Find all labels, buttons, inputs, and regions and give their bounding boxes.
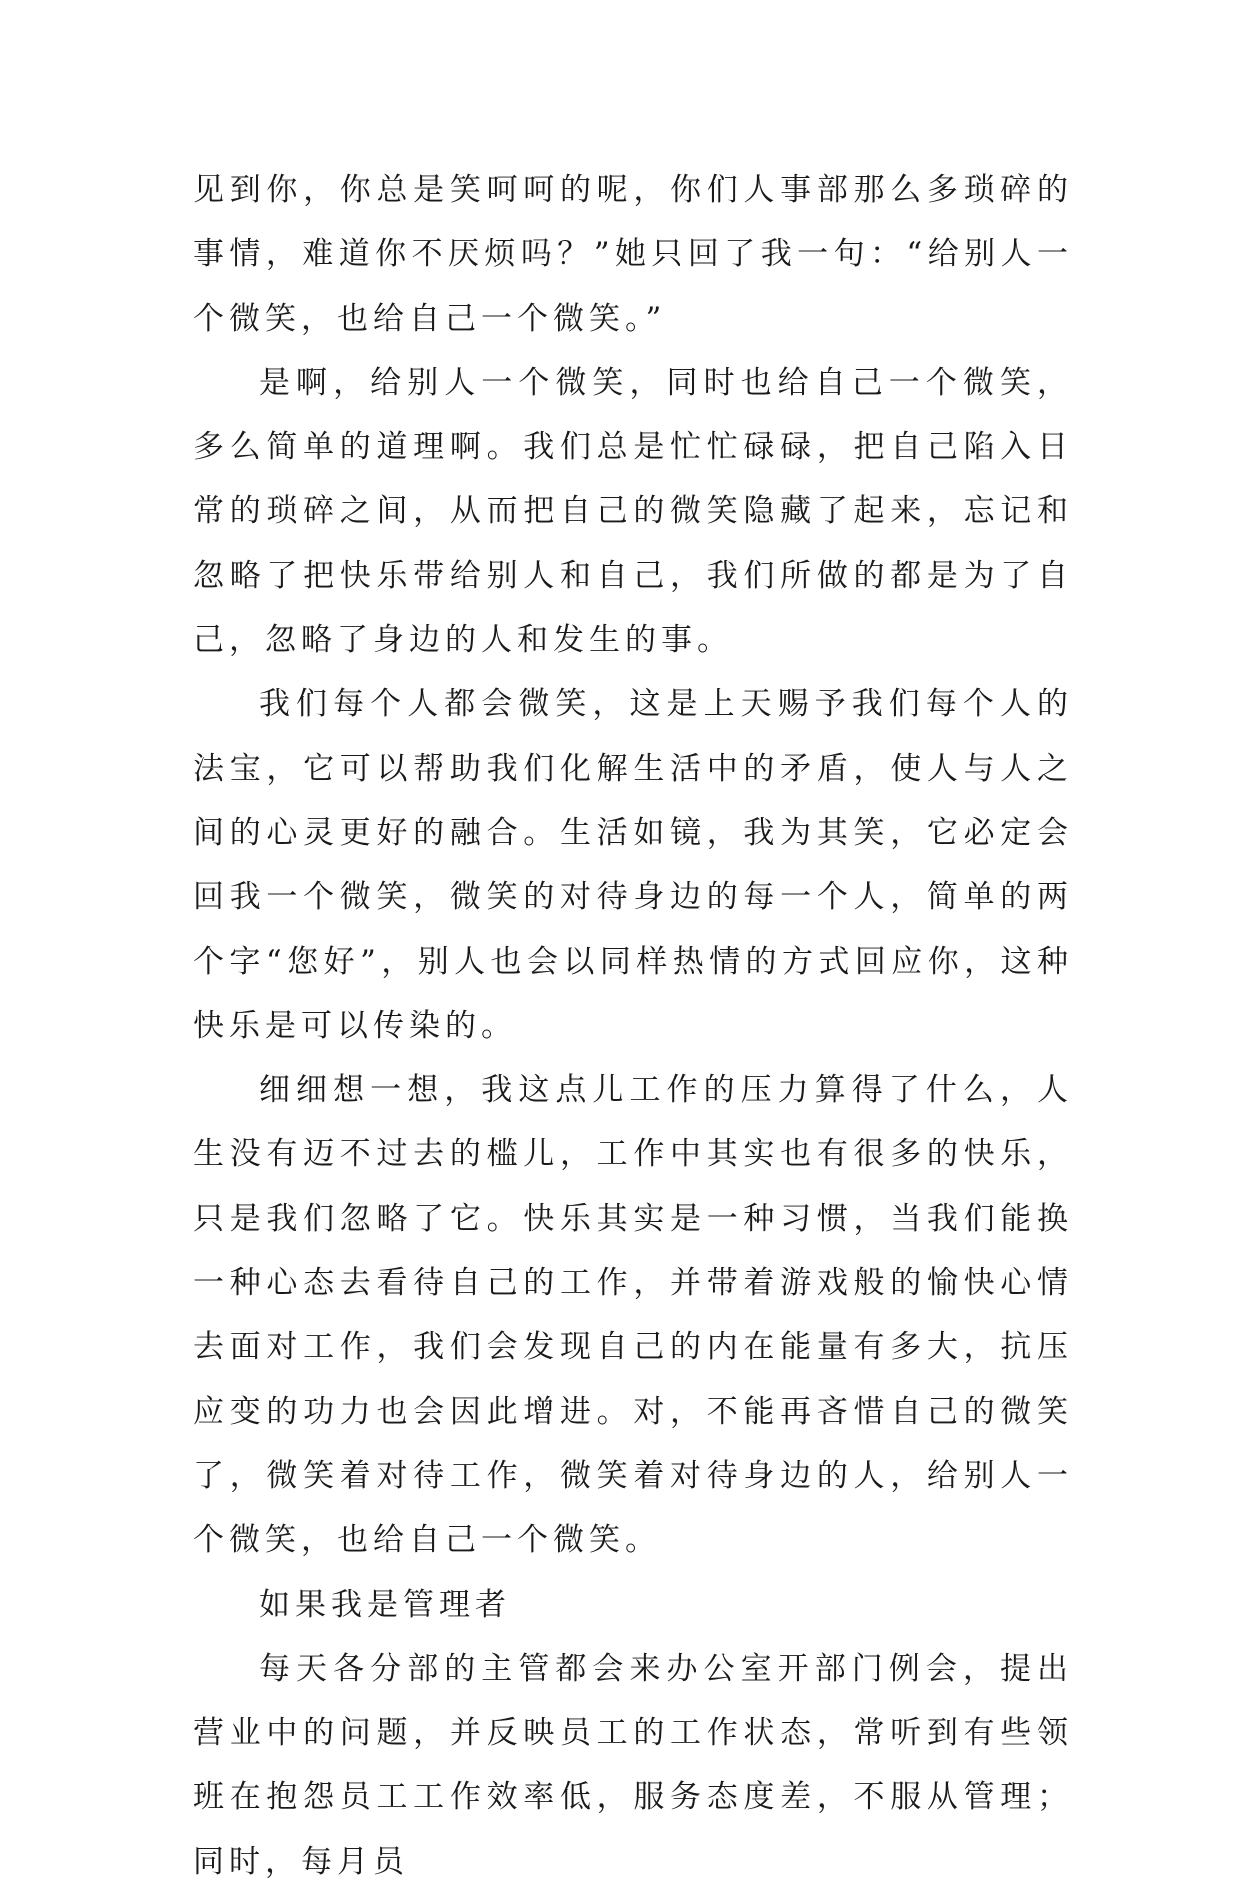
section-heading: 如果我是管理者	[259, 1586, 511, 1623]
paragraph: 我们每个人都会微笑，这是上天赐予我们每个人的法宝，它可以帮助我们化解生活中的矛盾，使人与人之间的心灵更好的融合。生活如镜，我为其笑，它必定会回我一个微笑，微笑的对待身边的每一个人，简单的两个字“您好”，别人也会以同样热情的方式回应你，这种快乐是可以传染的。	[193, 686, 1073, 1044]
paragraph: 是啊，给别人一个微笑，同时也给自己一个微笑，多么简单的道理啊。我们总是忙忙碌碌，把自己陷入日常的琐碎之间，从而把自己的微笑隐藏了起来，忘记和忽略了把快乐带给别人和自己，我们所做的都是为了自己，忽略了身边的人和发生的事。	[193, 364, 1073, 659]
document-body	[193, 158, 1073, 1894]
paragraph: 见到你，你总是笑呵呵的呢，你们人事部那么多琐碎的事情，难道你不厌烦吗？”她只回了我一句：“给别人一个微笑，也给自己一个微笑。”	[193, 172, 1073, 337]
paragraph: 细细想一想，我这点儿工作的压力算得了什么，人生没有迈不过去的槛儿，工作中其实也有很多的快乐，只是我们忽略了它。快乐其实是一种习惯，当我们能换一种心态去看待自己的工作，并带着游戏般的愉快心情去面对工作，我们会发现自己的内在能量有多大，抗压应变的功力也会因此增进。对，不能再吝惜自己的微笑了，微笑着对待工作，微笑着对待身边的人，给别人一个微笑，也给自己一个微笑。	[193, 1072, 1073, 1559]
paragraph: 每天各分部的主管都会来办公室开部门例会，提出营业中的问题，并反映员工的工作状态，常听到有些领班在抱怨员工工作效率低，服务态度差，不服从管理；同时，每月员	[193, 1650, 1073, 1880]
